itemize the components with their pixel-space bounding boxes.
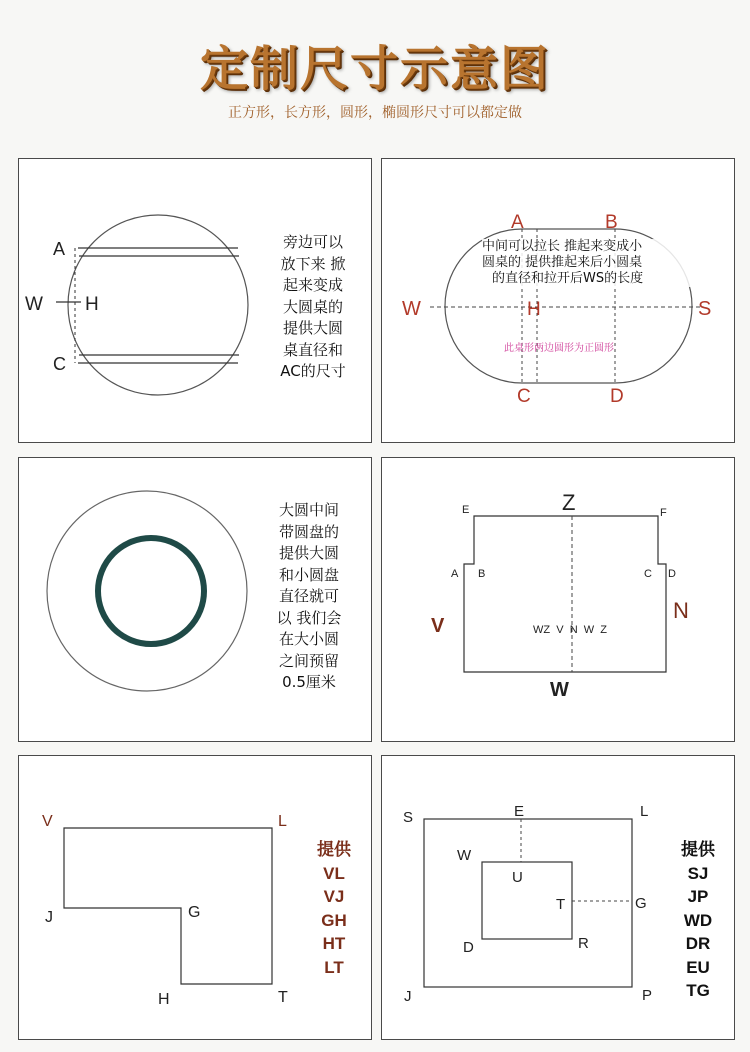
label-d: D xyxy=(463,939,474,956)
desc-line: 以 我们会 xyxy=(276,608,342,627)
turntable-ring xyxy=(98,538,204,644)
label-a: A xyxy=(53,239,66,259)
desc-line: 和小圆盘 xyxy=(278,565,339,584)
label-g: G xyxy=(188,904,201,921)
list-item: TG xyxy=(686,981,710,1000)
label-u: U xyxy=(512,869,523,886)
label-a: A xyxy=(451,568,459,580)
desc-line: 提供大圆 xyxy=(278,544,339,562)
oval-table-description xyxy=(482,239,735,287)
round-table-description xyxy=(263,232,363,383)
oval-table-diagram xyxy=(382,159,735,443)
desc-line: 放下来 掀 xyxy=(280,254,346,273)
list-item: JP xyxy=(687,887,709,906)
list-item: SJ xyxy=(687,863,709,883)
desc-line: 提供大圆 xyxy=(282,319,343,337)
label-d: D xyxy=(668,568,676,580)
list-item: HT xyxy=(322,934,346,953)
label-e: E xyxy=(462,504,470,516)
label-z: Z xyxy=(562,490,576,515)
page-subtitle: 正方形，长方形，圆形，椭圆形尺寸可以都定做 xyxy=(228,105,522,121)
list-item: 提供 xyxy=(317,840,351,859)
label-c: C xyxy=(644,568,652,580)
desc-line: 直径就可 xyxy=(278,587,339,605)
big-circle xyxy=(47,491,247,691)
list-item: EU xyxy=(686,957,710,977)
label-h: H xyxy=(158,991,170,1008)
label-a: A xyxy=(511,212,524,233)
desc-line: 在大小圆 xyxy=(278,630,339,648)
desc-line: 的直径和拉开后WS的长度 xyxy=(492,271,644,286)
label-v: V xyxy=(42,813,53,830)
shape-note: 此桌形两边圆形为正圆形 xyxy=(504,343,614,354)
square-frame-required-dimensions xyxy=(665,838,731,1003)
label-j: J xyxy=(45,909,53,926)
desc-line: AC的尺寸 xyxy=(280,362,346,380)
turntable-description xyxy=(259,500,359,694)
desc-line: 大圆中间 xyxy=(278,501,339,519)
desc-line: 大圆桌的 xyxy=(282,297,343,316)
label-w: W xyxy=(402,298,421,320)
desc-line: 带圆盘的 xyxy=(278,522,339,541)
label-b: B xyxy=(605,212,618,233)
l-shape-outline xyxy=(64,828,272,984)
panel-l-shaped-table xyxy=(18,755,372,1040)
label-t: T xyxy=(278,989,288,1006)
desc-line: 起来变成 xyxy=(282,276,343,294)
center-dimensions: WZ V N W Z xyxy=(533,624,607,636)
page-title: 定制尺寸示意图 xyxy=(199,41,550,97)
label-s: S xyxy=(403,809,414,826)
label-n: N xyxy=(673,598,689,623)
label-c: C xyxy=(53,354,66,374)
l-shape-required-dimensions xyxy=(301,838,367,979)
list-item: VJ xyxy=(323,887,345,906)
label-t: T xyxy=(556,896,566,913)
panel-notched-rectangle-table xyxy=(381,457,735,742)
panel-drop-leaf-round-table xyxy=(18,158,372,443)
desc-line: 桌直径和 xyxy=(282,340,343,359)
panel-square-frame-table xyxy=(381,755,735,1040)
label-v: V xyxy=(431,615,445,637)
label-l: L xyxy=(640,803,649,820)
list-item: DR xyxy=(685,934,711,953)
label-f: F xyxy=(660,507,667,519)
list-item: 提供 xyxy=(681,840,715,859)
label-r: R xyxy=(578,935,589,952)
notched-rectangle-diagram xyxy=(382,458,735,742)
label-g: G xyxy=(635,895,647,912)
label-w: W xyxy=(457,847,472,864)
list-item: LT xyxy=(324,957,344,977)
desc-line: 之间预留 xyxy=(278,651,339,670)
label-w: W xyxy=(550,679,569,701)
panel-round-table-with-turntable xyxy=(18,457,372,742)
panel-extendable-oval-table xyxy=(381,158,735,443)
label-h: H xyxy=(85,294,99,315)
list-item: VL xyxy=(323,863,345,883)
label-c: C xyxy=(517,386,531,407)
notched-rectangle-outline xyxy=(464,516,666,672)
desc-line: 圆桌的 提供推起来后小圆桌 xyxy=(482,255,643,270)
list-item: GH xyxy=(321,910,347,930)
label-j: J xyxy=(404,988,412,1005)
label-p: P xyxy=(642,987,653,1004)
label-w: W xyxy=(25,294,43,315)
desc-line: 旁边可以 xyxy=(282,233,343,251)
label-b: B xyxy=(478,568,486,580)
label-h: H xyxy=(527,299,541,320)
list-item: WD xyxy=(683,910,713,930)
desc-line: 中间可以拉长 推起来变成小 xyxy=(482,239,643,254)
label-l: L xyxy=(278,813,287,830)
label-d: D xyxy=(610,386,624,407)
label-e: E xyxy=(514,803,525,820)
label-s: S xyxy=(698,298,712,320)
outer-square xyxy=(424,819,632,987)
desc-line: 0.5厘米 xyxy=(282,673,336,691)
